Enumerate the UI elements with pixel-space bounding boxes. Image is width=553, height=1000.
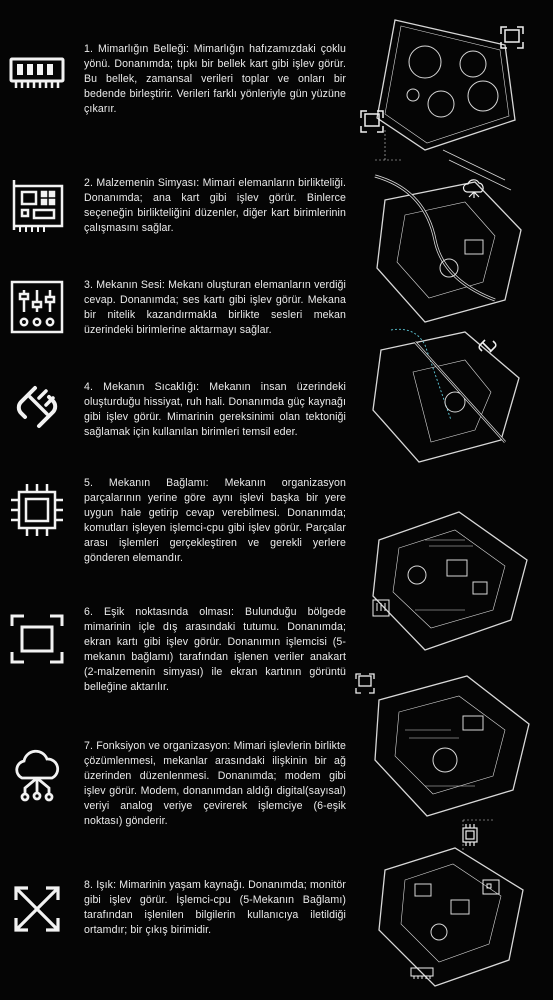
sound-mixer-icon [373, 600, 389, 616]
ram-module-icon [8, 42, 66, 100]
screen-frame-icon [356, 674, 374, 693]
item-text: 3. Mekanın Sesi: Mekanı oluşturan elemanların verdiği cevap. Donanımda; ses kartı gibi işlev görür. Mekana bir nitelik kazandırmakla birlikte sesleri mekan üzerindeki birimlerine aktarmayı sağlar. [84, 279, 346, 336]
cpu-chip-icon [463, 824, 477, 846]
cpu-chip-icon [8, 481, 66, 539]
motherboard-icon [483, 880, 499, 894]
plate-graphics-layer [375, 676, 529, 816]
item-text: 8. Işık: Mimarinin yaşam kaynağı. Donanımda; monitör gibi işlev görür. İşlemci-cpu (5-Mekanın Bağlamı) tarafından işlenilen bilgilerin kullanıcıya iletildiği ortamdır; bir çıkış birimidir. [84, 879, 346, 936]
plate-ram-layer [375, 20, 515, 190]
sound-mixer-icon [8, 278, 66, 336]
item-text: 1. Mimarlığın Belleği: Mimarlığın hafızamızdaki çoklu yönü. Donanımda; tıpkı bir bellek kart gibi işlev görür. Bu bellek, zamansal verileri toplar ve onları bir bedende birleştirir. Verileri farklı yönleriyle gün yüzüne çıkarır. [84, 43, 346, 115]
power-plug-icon [8, 378, 66, 436]
cloud-network-icon [8, 746, 66, 804]
motherboard-icon [8, 176, 66, 234]
item-text: 7. Fonksiyon ve organizasyon: Mimari işlevlerin birlikte çözümlenmesi, mekanlar arasındaki ilişkinin bir ağ üzerinden düzenlenmesi. Donanımda; modem gibi işlev görür. Modem, donanımdan aldığı digital(sayısal) veriyi analog veriye çevirerek işlemciye (6-eşik noktası) gönderir. [84, 740, 346, 827]
item-text: 6. Eşik noktasında olması: Bulunduğu bölgede mimarinin içle dış arasındaki tutumu. Donanımda; ekran kartı gibi işlev görür. Donanımın işlemcisi (5-mekanın bağlamı) tarafından işlenen veriler anakart (2-malzemenin simyası) ile ekran kartının görüntü belleğine aktarılır. [84, 606, 346, 693]
item-text: 2. Malzemenin Simyası: Mimari elemanların birlikteliği. Donanımda; ana kart gibi işlev görür. Binlerce seçeneğin birlikteliğini düzenler, diğer kart birimlerinin çalışmasını sağlar. [84, 177, 346, 234]
item-text: 4. Mekanın Sıcaklığı: Mekanın insan üzerindeki oluşturduğu hissiyat, ruh hali. Donanımda güç kaynağı gibi işlev görür. Mimarinin gereksinimi olan tektoniği sağlamak için kullanılan birimleri temsil eder. [84, 381, 346, 438]
item-text: 5. Mekanın Bağlamı: Mekanın organizasyon parçalarının yerine göre aynı işlevi başka bir yere uygun hale getirip cevap verebilmesi. Donanımda; komutları işleyen işlemci-cpu gibi işlev görür. Parçalar arası işlemleri gerçekleştiren ve gerekli yerlere gönderen elemandır. [84, 477, 346, 564]
screen-frame-icon [361, 27, 523, 132]
screen-frame-icon [8, 610, 66, 668]
expand-arrows-icon [8, 880, 66, 938]
plate-motherboard-layer [375, 176, 521, 322]
plate-cpu-layer [373, 512, 527, 650]
plate-sound-layer [373, 329, 519, 462]
hardware-illustration [355, 0, 553, 1000]
plate-modem-layer [379, 820, 523, 986]
